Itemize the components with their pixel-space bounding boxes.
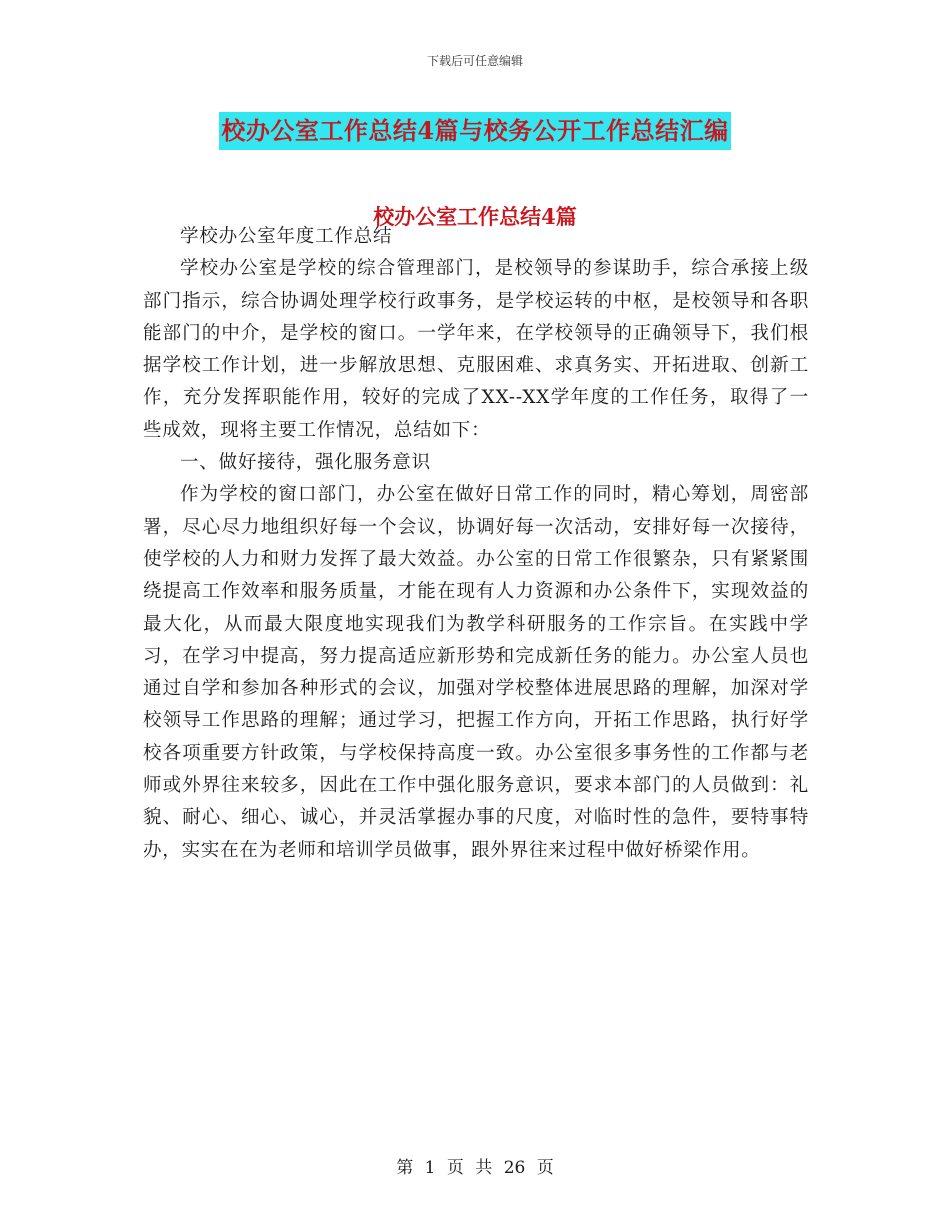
paragraph-heading: 学校办公室年度工作总结 — [180, 226, 393, 247]
header-note: 下载后可任意编辑 — [426, 54, 523, 68]
paragraph-intro: 学校办公室是学校的综合管理部门，是校领导的参谋助手，综合承接上级部门指示，综合协调处理学校行政事务，是学校运转的中枢，是校领导和各职能部门的中介，是学校的窗口。一学年来，在学校领导的正确领导下，我们根据学校工作计划，进一步解放思想、克服困难、求真务实、开拓进取、创新工作，充分发挥职能作用，较好的完成了XX--XX学年度的工作任务，取得了一些成效，现将主要工作情况，总结如下： — [143, 258, 809, 441]
sub-title: 校办公室工作总结4篇 — [373, 204, 577, 229]
page-number: 第 1 页 共 26 页 — [396, 1158, 554, 1178]
main-title-wrap — [0, 112, 950, 150]
document-body — [143, 221, 809, 867]
paragraph-section-1: 作为学校的窗口部门，办公室在做好日常工作的同时，精心筹划，周密部署，尽心尽力地组织好每一个会议，协调好每一次活动，安排好每一次接待，使学校的人力和财力发挥了最大效益。办公室的日常工作很繁杂，只有紧紧围绕提高工作效率和服务质量，才能在现有人力资源和办公条件下，实现效益的最大化，从而最大限度地实现我们为教学科研服务的工作宗旨。在实践中学习，在学习中提高，努力提高适应新形势和完成新任务的能力。办公室人员也通过自学和参加各种形式的会议，加强对学校整体进展思路的理解，加深对学校领导工作思路的理解；通过学习，把握工作方向，开拓工作思路，执行好学校各项重要方针政策，与学校保持高度一致。办公室很多事务性的工作都与老师或外界往来较多，因此在工作中强化服务意识，要求本部门的人员做到：礼貌、耐心、细心、诚心，并灵活掌握办事的尺度，对临时性的急件，要特事特办，实实在在为老师和培训学员做事，跟外界往来过程中做好桥梁作用。 — [143, 484, 809, 861]
section-heading: 一、做好接待，强化服务意识 — [180, 452, 431, 474]
main-title: 校办公室工作总结4篇与校务公开工作总结汇编 — [219, 112, 730, 150]
